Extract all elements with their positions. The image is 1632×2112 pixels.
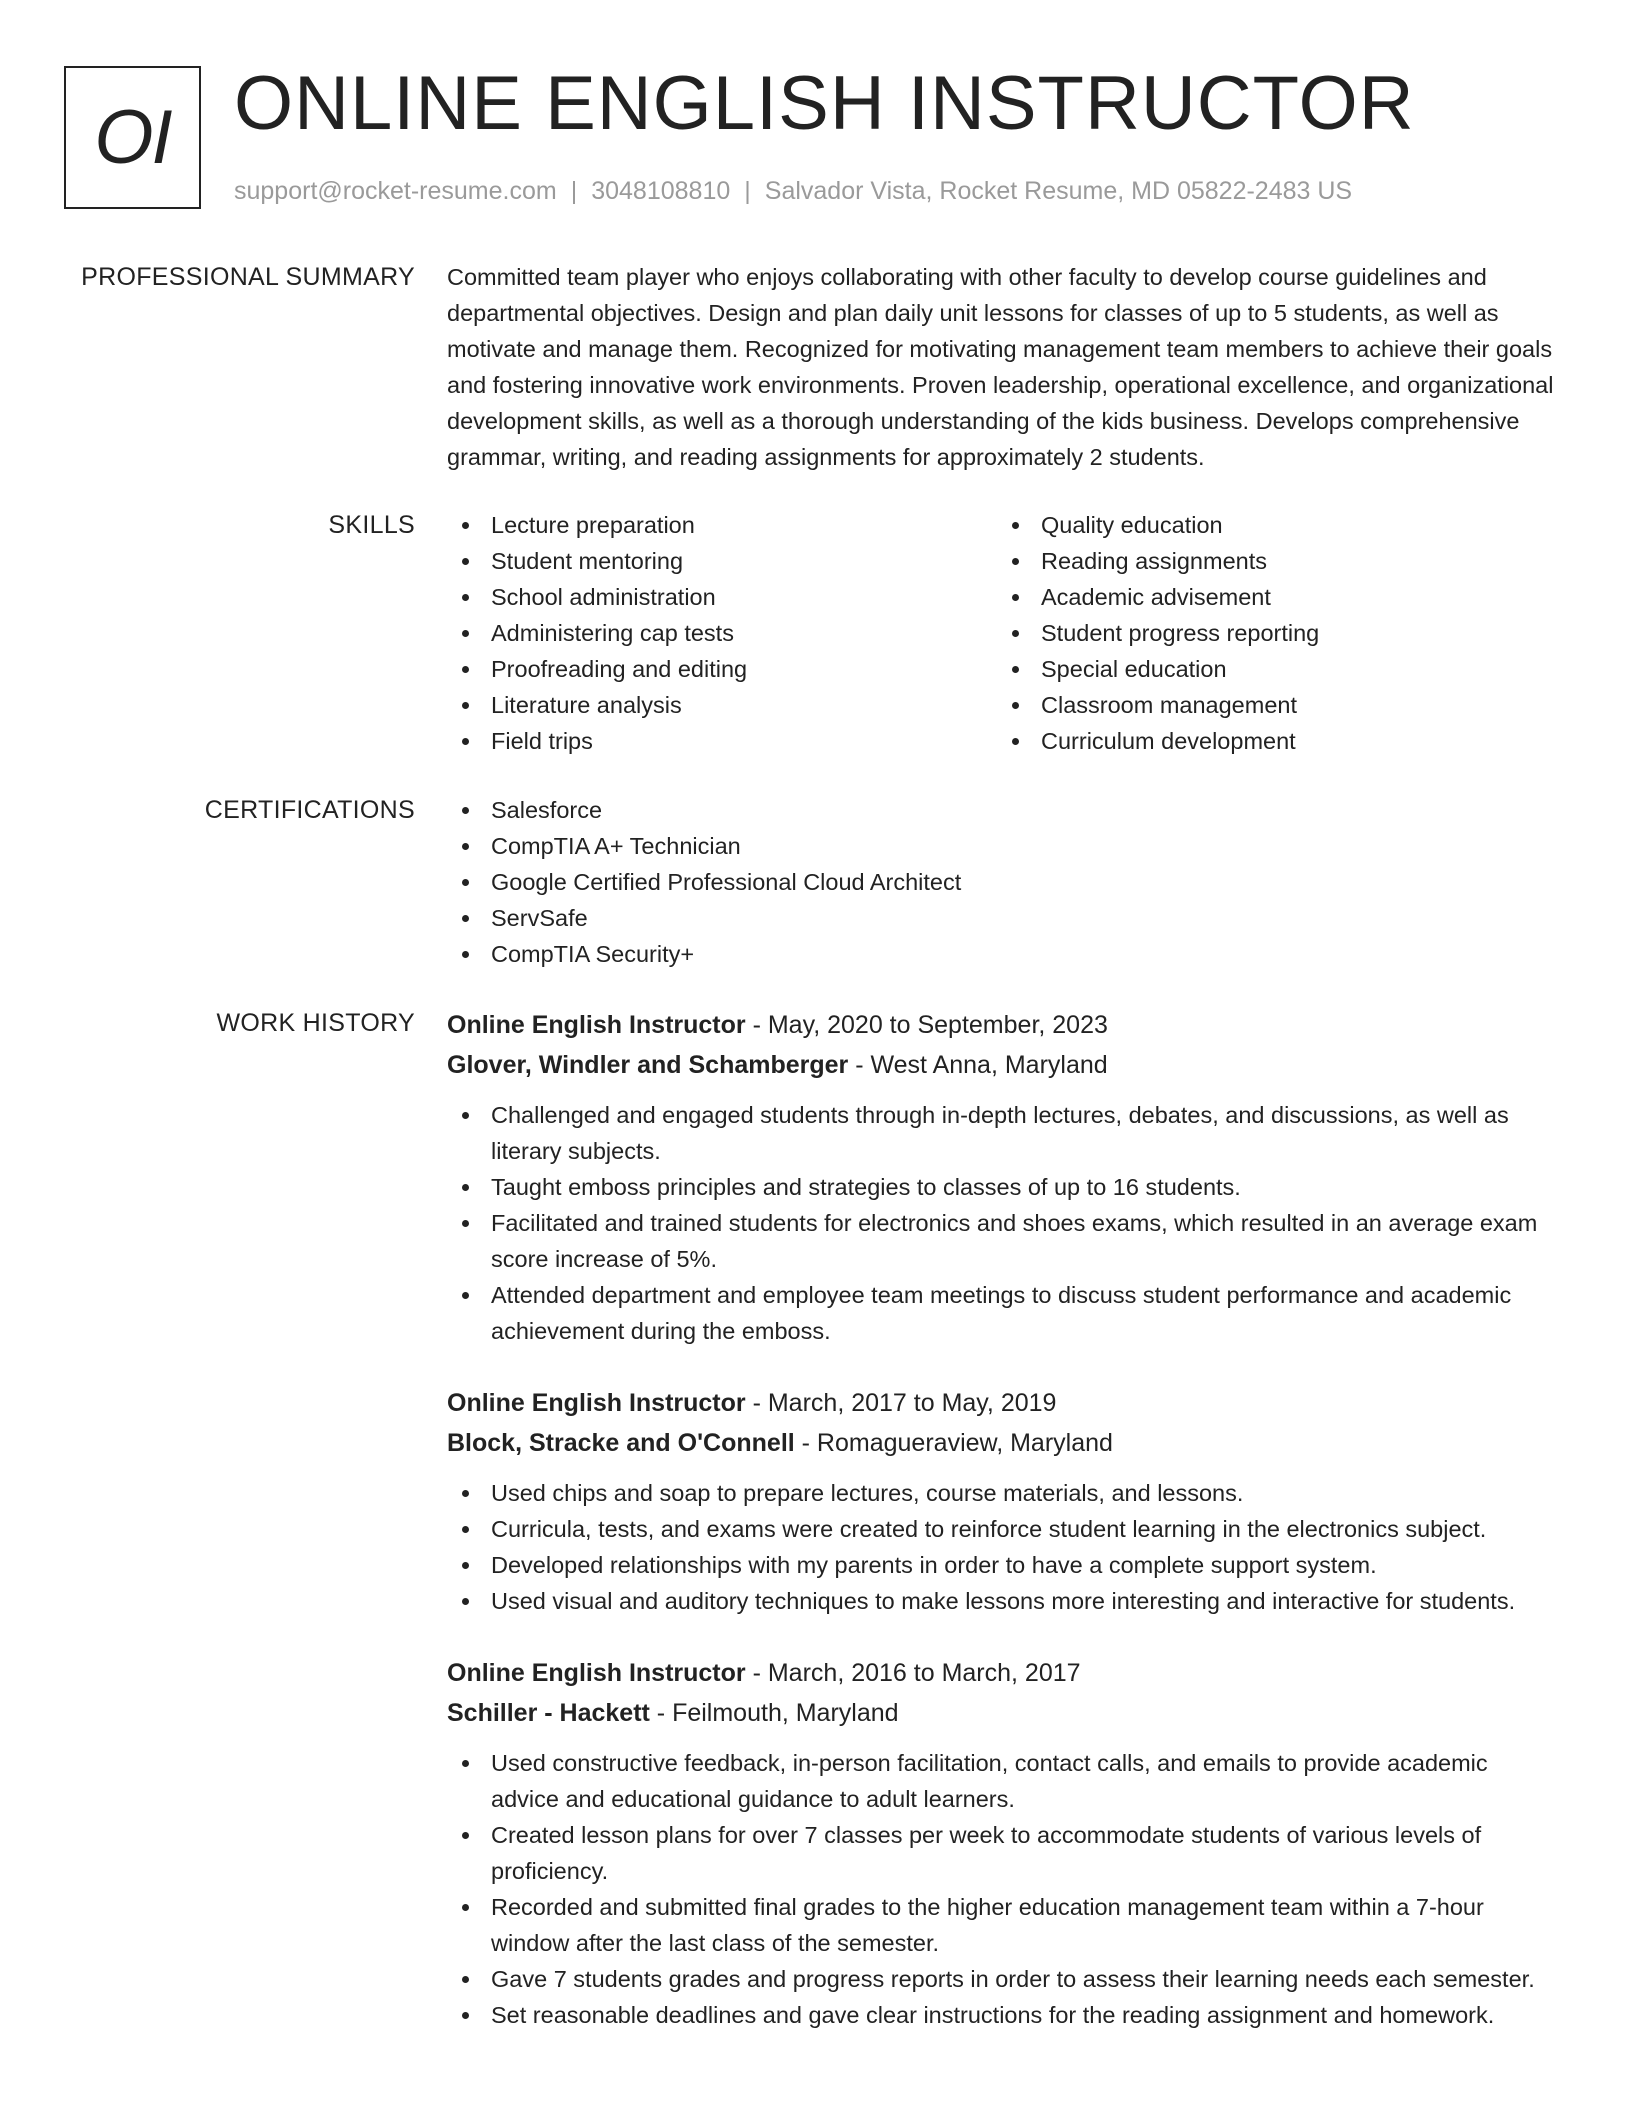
job-company: Glover, Windler and Schamberger [447,1051,849,1079]
job-bullet: Developed relationships with my parents in order to have a complete support system. [447,1547,1567,1583]
skill-item: Classroom management [997,687,1547,723]
certifications-body [447,792,1567,972]
skill-item: Literature analysis [447,687,997,723]
certification-item: Google Certified Professional Cloud Architect [447,864,1567,900]
job-bullet: Used visual and auditory techniques to make lessons more interesting and interactive for students. [447,1583,1567,1619]
skill-item: Academic advisement [997,579,1547,615]
job-title-line [447,1653,1567,1693]
job-bullet: Attended department and employee team meetings to discuss student performance and academic achievement during the emboss. [447,1277,1567,1349]
skill-item: Curriculum development [997,723,1547,759]
job-location: - West Anna, Maryland [848,1051,1108,1079]
contact-address: Salvador Vista, Rocket Resume, MD 05822-2483 US [764,177,1353,205]
job-location: - Romagueraview, Maryland [794,1429,1113,1457]
job-bullet: Curricula, tests, and exams were created to reinforce student learning in the electronics subject. [447,1511,1567,1547]
job-title-line [447,1383,1567,1423]
skill-item: Lecture preparation [447,507,997,543]
skills-heading: SKILLS [328,511,415,539]
job-bullet: Created lesson plans for over 7 classes per week to accommodate students of various levels of proficiency. [447,1817,1567,1889]
job-bullet-list [447,1097,1567,1349]
job-bullet: Gave 7 students grades and progress reports in order to assess their learning needs each semester. [447,1961,1567,1997]
skill-item: Quality education [997,507,1547,543]
job-title: Online English Instructor [447,1011,746,1039]
job-bullet: Used constructive feedback, in-person facilitation, contact calls, and emails to provide academic advice and educational guidance to adult learners. [447,1745,1567,1817]
certification-item: ServSafe [447,900,1567,936]
skill-item: Administering cap tests [447,615,997,651]
job-bullet: Facilitated and trained students for electronics and shoes exams, which resulted in an average exam score increase of 5%. [447,1205,1567,1277]
skill-item: Reading assignments [997,543,1547,579]
skill-item: Student progress reporting [997,615,1547,651]
monogram-badge: OI [64,66,201,209]
certifications-list [447,792,1567,972]
job-bullet: Recorded and submitted final grades to the higher education management team within a 7-hour window after the last class of the semester. [447,1889,1567,1961]
certification-item: CompTIA Security+ [447,936,1567,972]
job-entry [447,1653,1567,2033]
job-bullet: Set reasonable deadlines and gave clear instructions for the reading assignment and homework. [447,1997,1567,2033]
job-bullet: Taught emboss principles and strategies to classes of up to 16 students. [447,1169,1567,1205]
job-bullet: Challenged and engaged students through in-depth lectures, debates, and discussions, as well as literary subjects. [447,1097,1567,1169]
job-company-line [447,1045,1567,1085]
certifications-heading: CERTIFICATIONS [204,796,415,824]
contact-separator: | [570,177,578,205]
job-entry [447,1005,1567,1349]
job-company-line [447,1693,1567,1733]
skills-columns [447,507,1567,759]
job-bullet: Used chips and soap to prepare lectures, course materials, and lessons. [447,1475,1567,1511]
summary-text: Committed team player who enjoys collaborating with other faculty to develop course guidelines and departmental objectives. Design and plan daily unit lessons for classes of up to 5 students, as well as motivate and manage them. Recognized for motivating management team members to achieve their goals and fostering innovative work environments. Proven leadership, operational excellence, and organizational development skills, as well as a thorough understanding of the kids business. Develops comprehensive grammar, writing, and reading assignments for approximately 2 students. [447,264,1554,470]
job-company: Block, Stracke and O'Connell [447,1429,795,1457]
job-title: Online English Instructor [447,1389,746,1417]
skill-item: Proofreading and editing [447,651,997,687]
contact-email: support@rocket-resume.com [234,177,557,205]
skills-list-left [447,507,997,759]
certification-item: CompTIA A+ Technician [447,828,1567,864]
job-dates: - May, 2020 to September, 2023 [745,1011,1108,1039]
job-title-line [447,1005,1567,1045]
certification-item: Salesforce [447,792,1567,828]
work-history-body [447,1005,1567,2033]
job-dates: - March, 2016 to March, 2017 [745,1659,1081,1687]
resume-name: ONLINE ENGLISH INSTRUCTOR [234,61,1415,146]
skill-item: Student mentoring [447,543,997,579]
job-company: Schiller - Hackett [447,1699,650,1727]
summary-heading: PROFESSIONAL SUMMARY [81,263,415,291]
skill-item: Field trips [447,723,997,759]
job-title: Online English Instructor [447,1659,746,1687]
contact-phone: 3048108810 [591,177,731,205]
work-history-heading: WORK HISTORY [216,1009,415,1037]
job-dates: - March, 2017 to May, 2019 [745,1389,1057,1417]
job-entry [447,1383,1567,1619]
job-bullet-list [447,1475,1567,1619]
job-company-line [447,1423,1567,1463]
contact-separator: | [744,177,751,205]
contact-line [234,175,1352,207]
skills-list-right [997,507,1547,759]
job-location: - Feilmouth, Maryland [649,1699,899,1727]
job-bullet-list [447,1745,1567,2033]
skill-item: School administration [447,579,997,615]
skill-item: Special education [997,651,1547,687]
